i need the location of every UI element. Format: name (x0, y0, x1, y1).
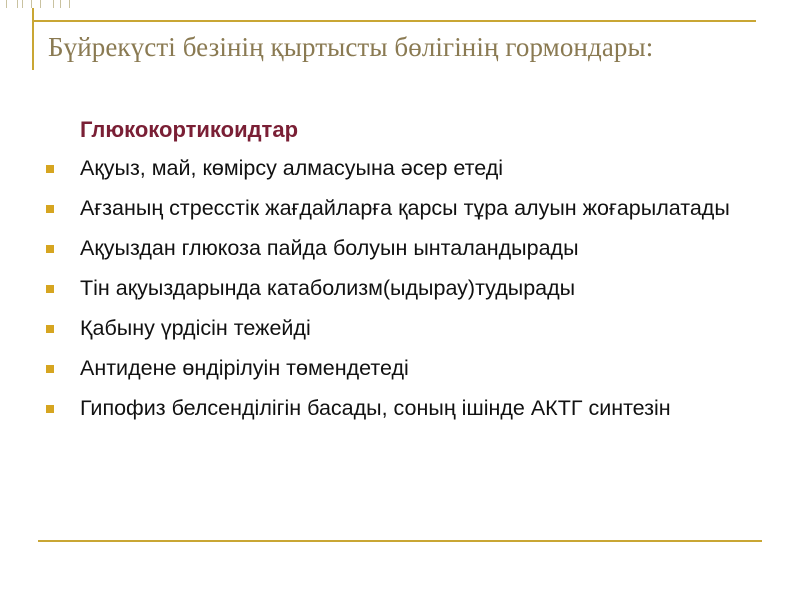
square-bullet-icon (46, 285, 54, 293)
list-item (46, 154, 776, 182)
list-item-text: Гипофиз белсенділігін басады, соның ішінде АКТГ синтезін (80, 396, 671, 420)
top-divider (32, 20, 756, 22)
list-item-text: Антидене өндірілуін төмендетеді (80, 356, 409, 380)
list-item-text: Қабыну үрдісін тежейді (80, 316, 311, 340)
list-item-text: Тін ақуыздарында катаболизм(ыдырау)тудырады (80, 276, 576, 300)
square-bullet-icon (46, 325, 54, 333)
list-item (46, 394, 776, 422)
square-bullet-icon (46, 245, 54, 253)
bottom-divider (38, 540, 762, 542)
left-divider (32, 8, 34, 70)
list-item (46, 354, 776, 382)
square-bullet-icon (46, 405, 54, 413)
section-subheading: Глюкокортикоидтар (80, 117, 299, 142)
slide-title: Бүйрекүсті безінің қыртысты бөлігінің гормондары: (48, 32, 654, 62)
square-bullet-icon (46, 365, 54, 373)
square-bullet-icon (46, 165, 54, 173)
list-item (46, 314, 776, 342)
list-item (46, 194, 776, 222)
corner-decoration (0, 0, 80, 14)
list-item-text: Ағзаның стресстік жағдайларға қарсы тұра алуын жоғарылатады (80, 196, 730, 220)
list-item (46, 234, 776, 262)
list-item-text: Ақуыздан глюкоза пайда болуын ынталандырады (80, 236, 579, 260)
bullet-list (46, 154, 776, 434)
square-bullet-icon (46, 205, 54, 213)
list-item-text: Ақуыз, май, көмірсу алмасуына әсер етеді (80, 156, 504, 180)
list-item (46, 274, 776, 302)
